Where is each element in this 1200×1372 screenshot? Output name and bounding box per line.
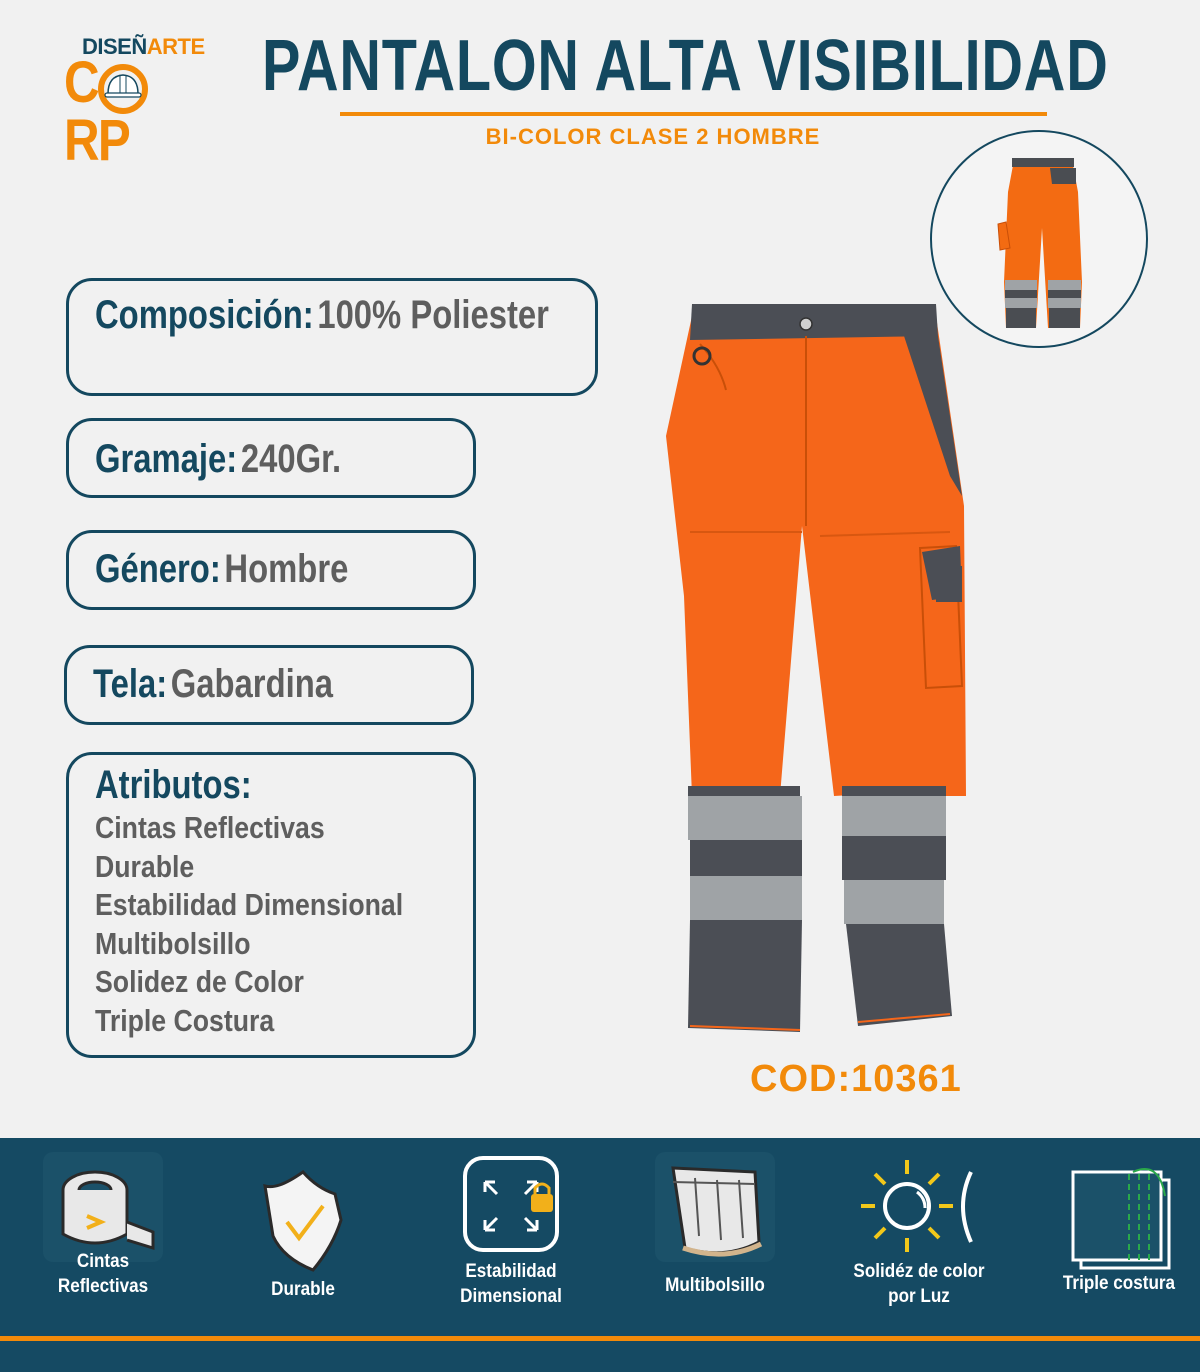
spec-composicion <box>66 278 598 396</box>
feature-label: Multibolsillo <box>665 1275 765 1296</box>
page-title: PANTALON ALTA VISIBILIDAD <box>262 26 1109 106</box>
attribute-item: Durable <box>95 848 195 884</box>
pocket-icon <box>655 1152 775 1262</box>
page-subtitle: BI-COLOR CLASE 2 HOMBRE <box>485 124 821 149</box>
spec-tela-value: Gabardina <box>170 662 334 706</box>
spec-genero <box>66 530 476 610</box>
brand-logo-line2: CRP <box>64 50 130 173</box>
spec-composicion-value: 100% Poliester <box>317 293 549 337</box>
attribute-item: Estabilidad Dimensional <box>95 887 404 922</box>
attribute-item: Solidez de Color <box>95 964 304 999</box>
brand-logo <box>62 30 212 173</box>
helmet-icon <box>98 64 148 114</box>
attribute-item: Cintas Reflectivas <box>95 810 325 845</box>
brand-logo-line1: DISEÑARTE <box>82 34 205 59</box>
product-code: COD:10361 <box>750 1058 962 1100</box>
stitching-icon <box>1059 1160 1179 1270</box>
shield-check-icon <box>243 1166 363 1276</box>
feature-label: Reflectivas <box>57 1275 149 1297</box>
attributes-box <box>66 752 476 1058</box>
spec-gramaje-key: Gramaje: <box>95 437 238 481</box>
spec-gramaje-value: 240Gr. <box>240 437 342 481</box>
feature-label: Solidéz de color <box>853 1261 985 1282</box>
spec-genero-value: Hombre <box>224 547 349 591</box>
spec-gramaje <box>66 418 476 498</box>
attribute-item: Multibolsillo <box>95 925 251 961</box>
title-underline <box>340 112 1047 116</box>
resize-lock-icon <box>451 1152 571 1262</box>
reflective-tape-icon <box>43 1152 163 1262</box>
spec-tela-key: Tela: <box>93 662 168 706</box>
spec-composicion-key: Composición: <box>95 293 314 337</box>
sun-icon <box>859 1152 979 1262</box>
spec-genero-key: Género: <box>95 547 221 591</box>
attributes-list <box>95 809 453 1040</box>
feature-label: por Luz <box>888 1285 950 1307</box>
feature-label: Triple costura <box>1062 1273 1176 1294</box>
attributes-title: Atributos: <box>95 763 252 807</box>
feature-label: Cintas <box>76 1251 130 1272</box>
spec-tela <box>64 645 474 725</box>
feature-label: Dimensional <box>460 1285 562 1307</box>
feature-label: Estabilidad <box>465 1261 557 1282</box>
attribute-item: Triple Costura <box>95 1002 275 1038</box>
pants-front-image <box>660 296 976 1042</box>
feature-label: Durable <box>271 1279 335 1300</box>
footer-accent-line <box>0 1336 1200 1341</box>
